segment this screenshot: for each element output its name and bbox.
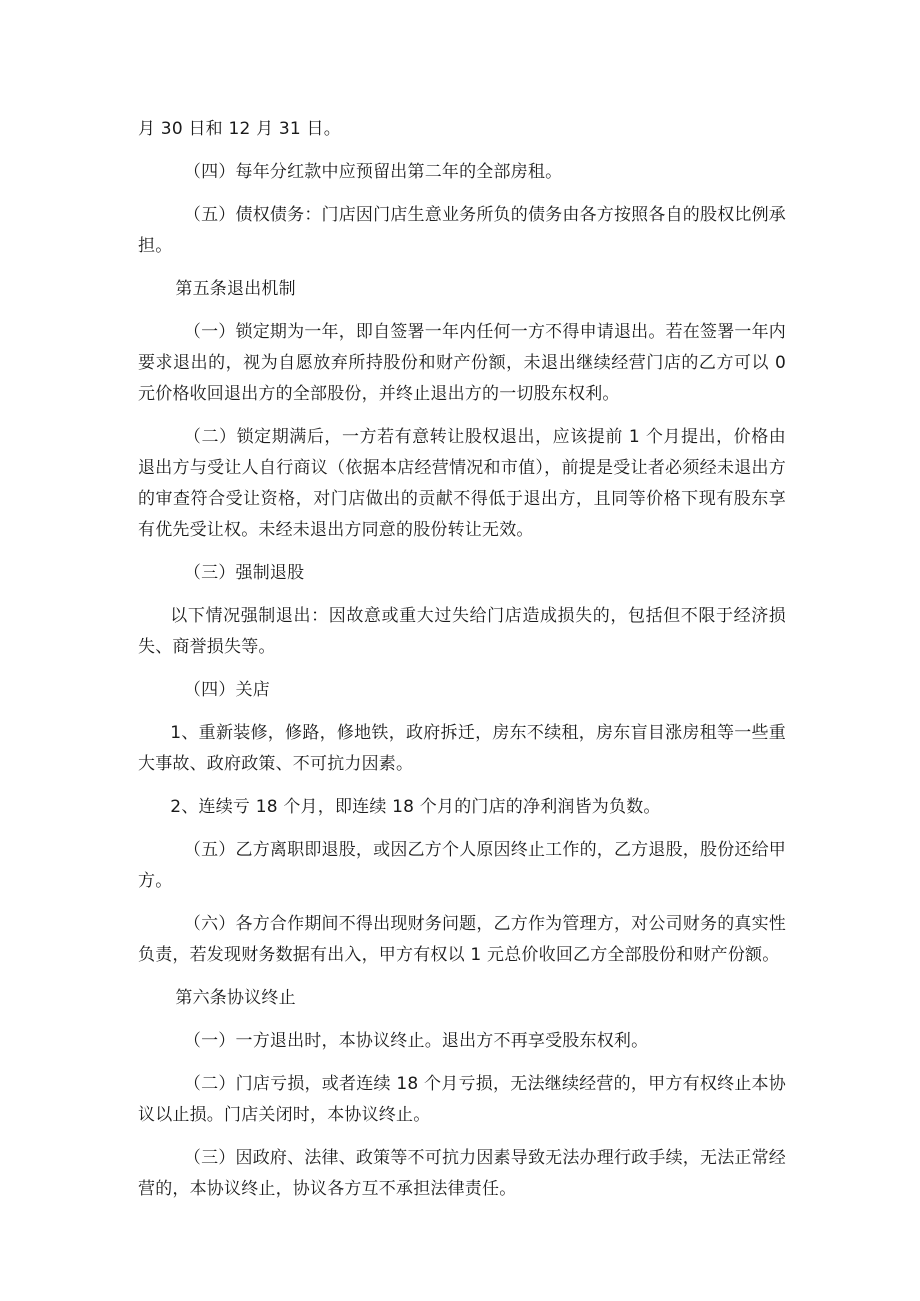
heading-article-5: 第五条退出机制 <box>175 279 296 299</box>
paragraph-resignation: （五）乙方离职即退股，或因乙方个人原因终止工作的，乙方退股，股份还给甲方。 <box>138 840 786 891</box>
paragraph-termination-2: （二）门店亏损，或者连续 18 个月亏损，无法继续经营的，甲方有权终止本协议以止损。门店关闭时，本协议终止。 <box>138 1074 786 1125</box>
paragraph-closure-title: （四）关店 <box>183 680 270 700</box>
heading-article-6: 第六条协议终止 <box>175 988 296 1008</box>
paragraph-debts: （五）债权债务：门店因门店生意业务所负的债务由各方按照各自的股权比例承担。 <box>138 205 786 256</box>
paragraph-forced-withdrawal-title: （三）强制退股 <box>183 563 305 583</box>
paragraph-date-continuation: 月 30 日和 12 月 31 日。 <box>138 119 341 139</box>
paragraph-closure-item-1: 1、重新装修，修路，修地铁，政府拆迁，房东不续租，房东盲目涨房租等一些重大事故、政府政策、不可抗力因素。 <box>138 723 786 774</box>
paragraph-forced-withdrawal: 以下情况强制退出：因故意或重大过失给门店造成损失的，包括但不限于经济损失、商誉损失等。 <box>138 606 786 657</box>
paragraph-rent-reserve: （四）每年分红款中应预留出第二年的全部房租。 <box>183 162 563 182</box>
paragraph-lock-period: （一）锁定期为一年，即自签署一年内任何一方不得申请退出。若在签署一年内要求退出的，视为自愿放弃所持股份和财产份额，未退出继续经营门店的乙方可以 0 元价格收回退出方的全部股份，并终止退出方的一切股东权利。 <box>138 322 786 404</box>
paragraph-finance: （六）各方合作期间不得出现财务问题，乙方作为管理方，对公司财务的真实性负责，若发现财务数据有出入，甲方有权以 1 元总价收回乙方全部股份和财产份额。 <box>138 914 786 965</box>
paragraph-transfer: （二）锁定期满后，一方若有意转让股权退出，应该提前 1 个月提出，价格由退出方与受让人自行商议（依据本店经营情况和市值），前提是受让者必须经未退出方的审查符合受让资格，对门店做出的贡献不得低于退出方，且同等价格下现有股东享有优先受让权。未经未退出方同意的股份转让无效。 <box>138 427 786 540</box>
paragraph-termination-1: （一）一方退出时，本协议终止。退出方不再享受股东权利。 <box>183 1031 649 1051</box>
paragraph-termination-3: （三）因政府、法律、政策等不可抗力因素导致无法办理行政手续，无法正常经营的，本协议终止，协议各方互不承担法律责任。 <box>138 1148 786 1199</box>
paragraph-closure-item-2: 2、连续亏 18 个月，即连续 18 个月的门店的净利润皆为负数。 <box>170 797 661 817</box>
document-body <box>138 114 786 1217</box>
